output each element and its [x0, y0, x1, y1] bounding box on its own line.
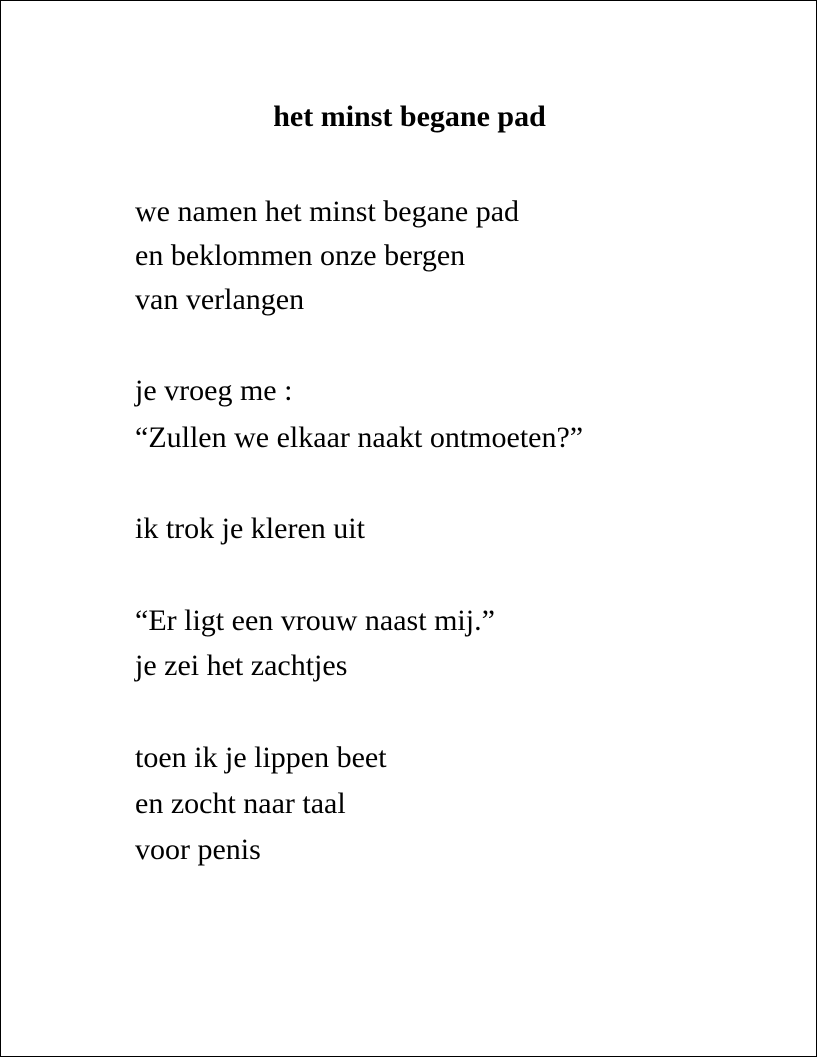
- poem-line: “Zullen we elkaar naakt ontmoeten?”: [135, 421, 584, 454]
- poem-line: en beklommen onze bergen: [135, 239, 466, 272]
- poem-line: we namen het minst begane pad: [135, 195, 520, 228]
- poem-line: toen ik je lippen beet: [135, 741, 387, 774]
- poem-line: ik trok je kleren uit: [135, 512, 365, 545]
- poem-title: het minst begane pad: [273, 100, 546, 133]
- poem-line: en zocht naar taal: [135, 787, 346, 820]
- poem-line: je vroeg me :: [135, 374, 293, 407]
- poem-line: van verlangen: [135, 283, 305, 316]
- poem-line: “Er ligt een vrouw naast mij.”: [135, 604, 495, 637]
- poem-line: voor penis: [135, 833, 261, 866]
- poem-line: je zei het zachtjes: [135, 649, 348, 682]
